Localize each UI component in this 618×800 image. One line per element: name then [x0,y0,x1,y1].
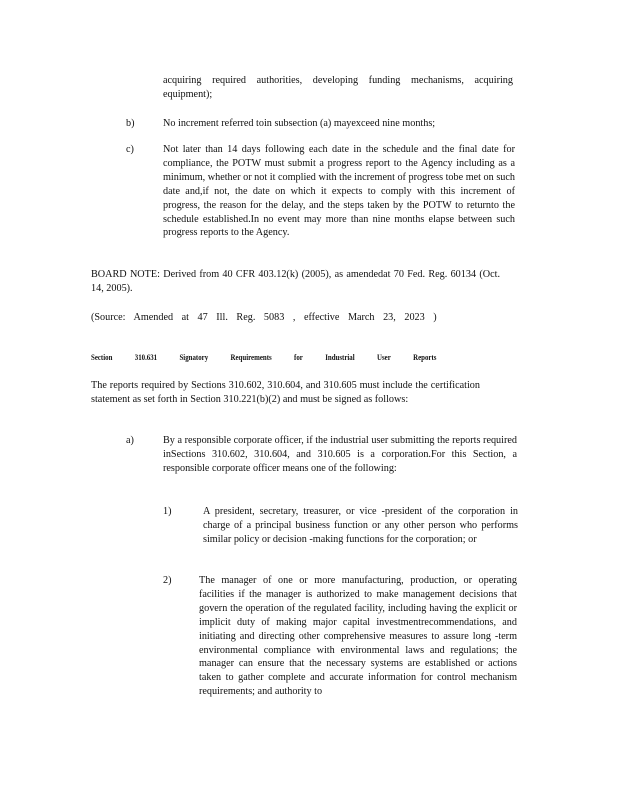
continuation-paragraph: acquiring required authorities, developing funding mechanisms, acquiring equipment); [163,75,513,100]
item-b-label: b) [126,118,135,129]
item-a-text: By a responsible corporate officer, if the industrial user submitting the reports required inSections 310.602, 310.604, and 310.605 is a corporation.For this Section, a responsible corporate officer means one of the following: [163,435,517,474]
subitem-2-text: The manager of one or more manufacturing, production, or operating facilities if the manager is authorized to make management decisions that govern the operation of the regulated facility, including having the explicit or implicit duty of making major capital investmentrecommendations, and initiating and directing other comprehensive measures to assure long -term environmental compliance with environmental laws and regulations; the manager can ensure that the necessary systems are established or actions taken to gather complete and accurate information for control mechanism requirements; and authority to [199,575,517,698]
section-title-word: Requirements [230,353,272,362]
item-b-text: No increment referred toin subsection (a) mayexceed nine months; [163,118,436,129]
intro-paragraph: The reports required by Sections 310.602, 310.604, and 310.605 must include the certification statement as set forth in Section 310.221(b)(2) and must be signed as follows: [91,380,480,405]
source-note: (Source: Amended at 47 Ill. Reg. 5083 , effective March 23, 2023 ) [91,312,437,323]
section-title-word: Signatory [179,353,209,362]
item-a-label: a) [126,435,134,446]
section-title-word: User [376,353,391,362]
item-c-text: Not later than 14 days following each date in the schedule and the final date for compliance, the POTW must submit a progress report to the Agency including as a minimum, whether or not it complied with the increment of progress tobe met on such date and,if not, the date on which it expects to comply with this increment of progress, the reason for the delay, and the steps taken by the POTW to returnto the schedule established.In no event may more than nine months elapse between such progress reports to the Agency. [163,144,515,239]
section-title-word: Industrial [325,353,355,362]
subitem-1-text: A president, secretary, treasurer, or vice -president of the corporation in charge of a principal business function or any other person who performs similar policy or decision -making functions for the corporation; or [203,506,518,545]
section-title-word: for [294,353,303,362]
section-number: 310.631 [134,353,158,362]
section-heading [91,353,459,362]
subitem-1-label: 1) [163,506,172,517]
board-note: BOARD NOTE: Derived from 40 CFR 403.12(k) (2005), as amendedat 70 Fed. Reg. 60134 (Oct. 14, 2005). [91,269,500,294]
subitem-2-label: 2) [163,575,172,586]
item-c-label: c) [126,144,134,155]
section-label: Section [91,353,113,362]
section-title-word: Reports [413,353,437,362]
